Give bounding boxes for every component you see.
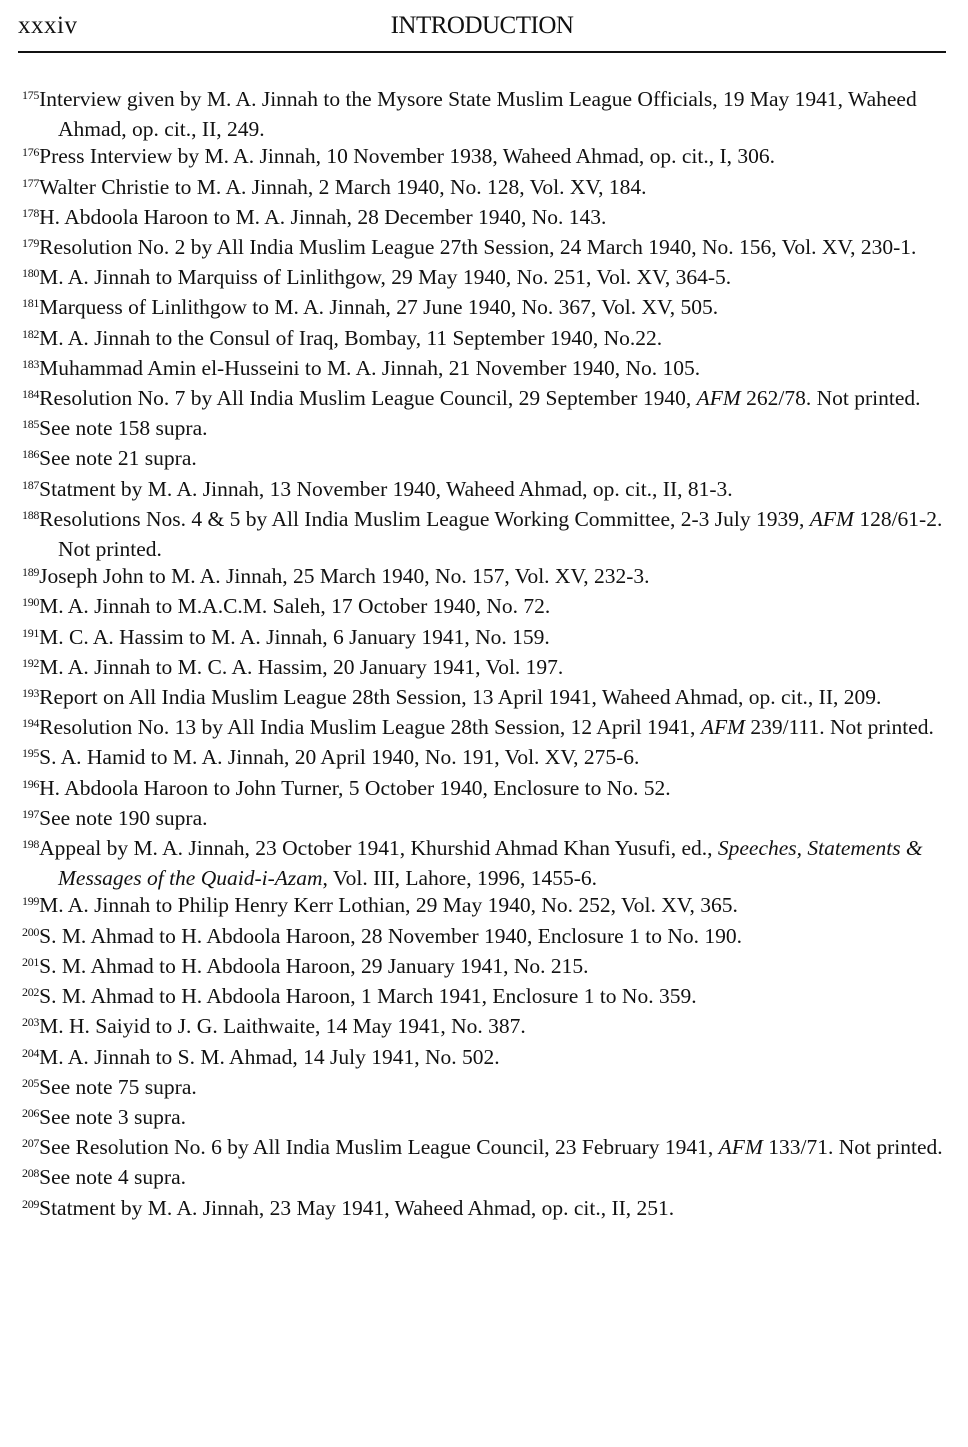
endnote — [22, 1044, 946, 1074]
running-title: INTRODUCTION — [390, 12, 574, 39]
endnote — [22, 294, 946, 324]
endnote-text: M. C. A. Hassim to M. A. Jinnah, 6 January 1941, No. 159. — [39, 624, 550, 649]
endnote-text: Interview given by M. A. Jinnah to the Mysore State Muslim League Officials, 19 May 1941, Waheed Ahmad, op. cit., II, 249. — [39, 87, 917, 142]
endnote-number: 187 — [22, 477, 40, 492]
endnote-text: See Resolution No. 6 by All India Muslim League Council, 23 February 1941, — [39, 1135, 719, 1160]
endnote-text: Muhammad Amin el-Husseini to M. A. Jinnah, 21 November 1940, No. 105. — [39, 355, 701, 380]
endnote-text: See note 75 supra. — [39, 1074, 197, 1099]
endnote-text: M. A. Jinnah to M.A.C.M. Saleh, 17 October 1940, No. 72. — [39, 594, 551, 619]
endnote-number: 185 — [22, 417, 40, 432]
endnote-number: 181 — [22, 296, 40, 311]
endnote — [22, 476, 946, 506]
endnote-text: See note 190 supra. — [39, 805, 208, 830]
endnote-italic-text: Speeches, Statements & Messages of the Quaid-i-Azam — [58, 836, 923, 891]
endnote-number: 205 — [22, 1075, 40, 1090]
endnote-text: See note 3 supra. — [39, 1104, 186, 1129]
endnote-number: 199 — [22, 894, 40, 909]
endnote — [22, 325, 946, 355]
endnote — [22, 385, 946, 415]
endnote-text: Walter Christie to M. A. Jinnah, 2 March 1940, No. 128, Vol. XV, 184. — [39, 174, 647, 199]
endnote-number: 193 — [22, 686, 40, 701]
endnote — [22, 86, 946, 143]
endnote-text: 133/71. Not printed. — [762, 1135, 943, 1160]
endnote-text: M. A. Jinnah to M. C. A. Hassim, 20 January 1941, Vol. 197. — [39, 654, 564, 679]
endnote — [22, 1134, 946, 1164]
endnote-number: 175 — [22, 88, 40, 102]
page-header — [18, 10, 946, 50]
endnote-text: 262/78. Not printed. — [740, 386, 921, 411]
endnote-text: M. A. Jinnah to Marquiss of Linlithgow, 29 May 1940, No. 251, Vol. XV, 364-5. — [39, 265, 732, 290]
endnote — [22, 654, 946, 684]
endnote-text: M. A. Jinnah to S. M. Ahmad, 14 July 1941, No. 502. — [39, 1044, 500, 1069]
endnote-number: 192 — [22, 655, 40, 670]
endnote-text: Statment by M. A. Jinnah, 23 May 1941, Waheed Ahmad, op. cit., II, 251. — [39, 1195, 675, 1220]
endnote-text: See note 158 supra. — [39, 416, 208, 441]
endnote-text: S. M. Ahmad to H. Abdoola Haroon, 29 January 1941, No. 215. — [39, 953, 589, 978]
endnote-text: H. Abdoola Haroon to M. A. Jinnah, 28 December 1940, No. 143. — [39, 204, 607, 229]
endnote-italic-text: AFM — [696, 386, 741, 411]
endnote — [22, 204, 946, 234]
endnote-text: S. M. Ahmad to H. Abdoola Haroon, 1 March 1941, Enclosure 1 to No. 359. — [39, 984, 697, 1009]
endnote-text: Press Interview by M. A. Jinnah, 10 November 1938, Waheed Ahmad, op. cit., I, 306. — [39, 144, 776, 169]
endnote-text: See note 21 supra. — [39, 446, 197, 471]
endnote — [22, 415, 946, 445]
endnote-italic-text: AFM — [809, 506, 854, 531]
endnote — [22, 953, 946, 983]
endnote-text: S. A. Hamid to M. A. Jinnah, 20 April 1940, No. 191, Vol. XV, 275-6. — [39, 745, 640, 770]
endnote-number: 203 — [22, 1015, 40, 1030]
endnote — [22, 143, 946, 173]
endnote — [22, 1074, 946, 1104]
endnote-number: 190 — [22, 595, 40, 610]
endnote — [22, 593, 946, 623]
endnote-number: 195 — [22, 746, 40, 761]
endnote — [22, 174, 946, 204]
endnote — [22, 234, 946, 264]
endnote-number: 182 — [22, 326, 40, 341]
endnote-number: 186 — [22, 447, 40, 462]
endnote-number: 198 — [22, 837, 40, 852]
endnote-number: 183 — [22, 356, 40, 371]
endnote-text: M. A. Jinnah to the Consul of Iraq, Bombay, 11 September 1940, No.22. — [39, 325, 663, 350]
endnotes-list — [22, 86, 946, 1225]
endnote-number: 180 — [22, 266, 40, 281]
endnote-text: Marquess of Linlithgow to M. A. Jinnah, 27 June 1940, No. 367, Vol. XV, 505. — [39, 295, 719, 320]
endnote — [22, 1164, 946, 1194]
endnote-number: 176 — [22, 145, 40, 160]
page-number: xxxiv — [18, 12, 78, 39]
endnote — [22, 714, 946, 744]
endnote — [22, 1195, 946, 1225]
endnote-number: 184 — [22, 387, 40, 402]
endnote-text: Resolution No. 7 by All India Muslim League Council, 29 September 1940, — [39, 386, 697, 411]
endnote — [22, 624, 946, 654]
endnote-number: 177 — [22, 175, 40, 190]
endnote-number: 206 — [22, 1105, 40, 1120]
endnote-text: 128/61-2. Not printed. — [58, 506, 943, 562]
endnote — [22, 563, 946, 593]
endnote-number: 200 — [22, 924, 40, 939]
endnote — [22, 805, 946, 835]
endnote-number: 204 — [22, 1045, 40, 1060]
endnote-text: M. H. Saiyid to J. G. Laithwaite, 14 May 1941, No. 387. — [39, 1014, 526, 1039]
endnote — [22, 445, 946, 475]
endnote-number: 194 — [22, 716, 40, 731]
endnote-number: 208 — [22, 1166, 40, 1181]
endnote-text: Joseph John to M. A. Jinnah, 25 March 1940, No. 157, Vol. XV, 232-3. — [39, 564, 650, 589]
endnote — [22, 684, 946, 714]
endnote-number: 201 — [22, 954, 40, 969]
endnote — [22, 744, 946, 774]
endnote-number: 202 — [22, 985, 40, 1000]
endnote — [22, 506, 946, 563]
endnote — [22, 355, 946, 385]
endnote-text: , Vol. III, Lahore, 1996, 1455-6. — [322, 866, 598, 891]
endnote-number: 209 — [22, 1196, 40, 1211]
endnote-number: 191 — [22, 625, 40, 640]
endnote — [22, 1013, 946, 1043]
endnote-number: 207 — [22, 1136, 40, 1151]
endnote-text: Appeal by M. A. Jinnah, 23 October 1941, Khurshid Ahmad Khan Yusufi, ed., — [39, 836, 718, 861]
endnote-number: 197 — [22, 806, 40, 821]
endnote-italic-text: AFM — [700, 715, 745, 740]
endnote — [22, 264, 946, 294]
endnote-text: Resolution No. 13 by All India Muslim League 28th Session, 12 April 1941, — [39, 715, 701, 740]
endnote-italic-text: AFM — [718, 1135, 763, 1160]
endnote-text: See note 4 supra. — [39, 1165, 186, 1190]
endnote-text: 239/111. Not printed. — [745, 715, 934, 740]
endnote-text: H. Abdoola Haroon to John Turner, 5 October 1940, Enclosure to No. 52. — [39, 775, 671, 800]
header-rule — [18, 51, 946, 53]
endnote — [22, 892, 946, 922]
endnote-text: S. M. Ahmad to H. Abdoola Haroon, 28 November 1940, Enclosure 1 to No. 190. — [39, 923, 742, 948]
endnote — [22, 1104, 946, 1134]
endnote-number: 179 — [22, 236, 40, 251]
endnote-number: 188 — [22, 507, 40, 522]
endnote-text: Statment by M. A. Jinnah, 13 November 1940, Waheed Ahmad, op. cit., II, 81-3. — [39, 476, 733, 501]
endnote-text: Report on All India Muslim League 28th Session, 13 April 1941, Waheed Ahmad, op. cit., II, 209. — [39, 685, 882, 710]
endnote-number: 196 — [22, 776, 40, 791]
endnote-number: 178 — [22, 205, 40, 220]
endnote — [22, 835, 946, 892]
endnote — [22, 775, 946, 805]
endnote-text: M. A. Jinnah to Philip Henry Kerr Lothian, 29 May 1940, No. 252, Vol. XV, 365. — [39, 893, 738, 918]
endnote-text: Resolutions Nos. 4 & 5 by All India Muslim League Working Committee, 2-3 July 1939, — [39, 506, 810, 531]
endnote-text: Resolution No. 2 by All India Muslim League 27th Session, 24 March 1940, No. 156, Vol. XV, 230-1. — [39, 235, 917, 260]
endnote — [22, 983, 946, 1013]
endnote-number: 189 — [22, 565, 40, 580]
endnote — [22, 923, 946, 953]
